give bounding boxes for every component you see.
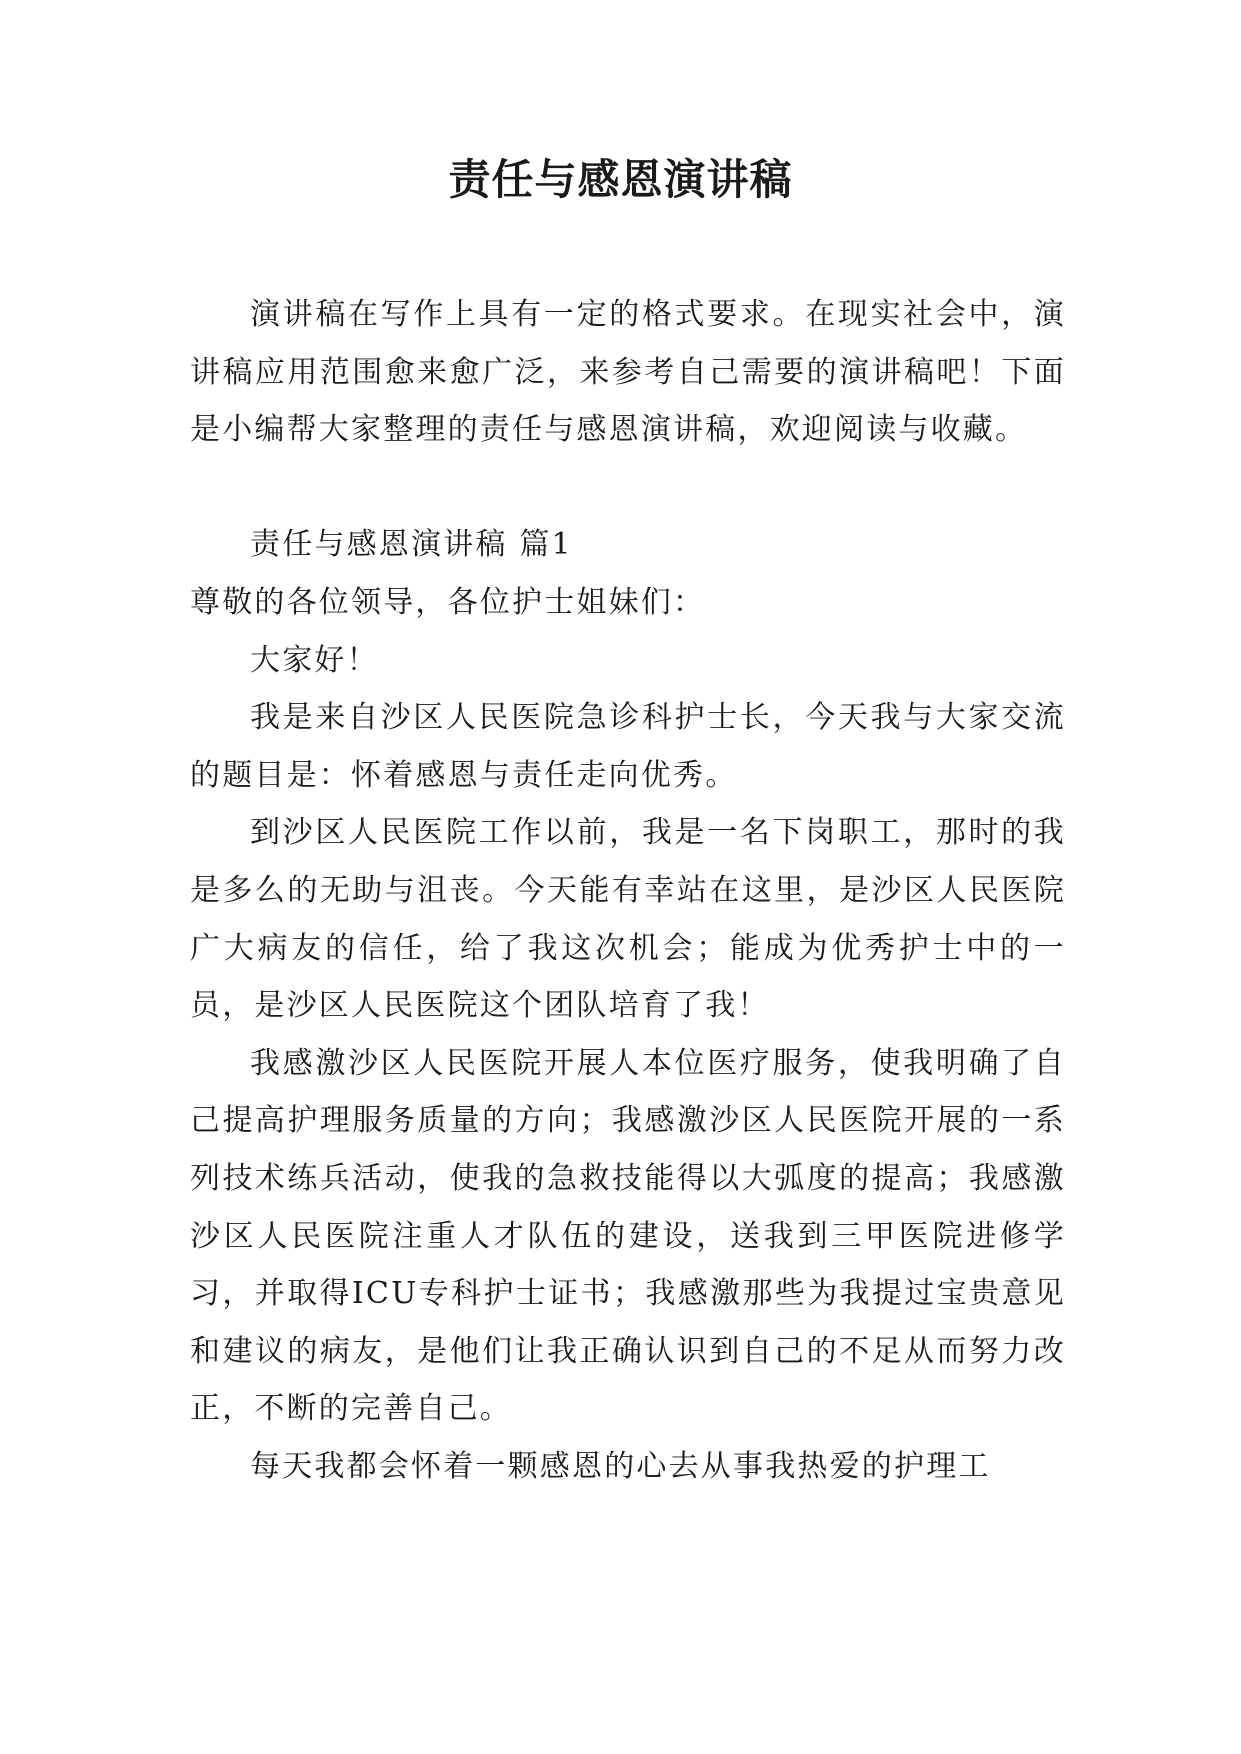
salutation: 尊敬的各位领导，各位护士姐妹们：: [190, 584, 706, 620]
document-title: 责任与感恩演讲稿: [448, 155, 793, 204]
section-heading: 责任与感恩演讲稿 篇1: [250, 527, 573, 563]
body-paragraph: 每天我都会怀着一颗感恩的心去从事我热爱的护理工: [250, 1448, 991, 1484]
intro-paragraph: 演讲稿在写作上具有一定的格式要求。在现实社会中，演讲稿应用范围愈来愈广泛，来参考自己需要的演讲稿吧！下面是小编帮大家整理的责任与感恩演讲稿，欢迎阅读与收藏。: [190, 297, 1066, 448]
document-body: [190, 286, 1066, 1495]
body-paragraph: 我感激沙区人民医院开展人本位医疗服务，使我明确了自己提高护理服务质量的方向；我感激沙区人民医院开展的一系列技术练兵活动，使我的急救技能得以大弧度的提高；我感激沙区人民医院注重人才队伍的建设，送我到三甲医院进修学习，并取得ICU专科护士证书；我感激那些为我提过宝贵意见和建议的病友，是他们让我正确认识到自己的不足从而努力改正，不断的完善自己。: [190, 1045, 1066, 1427]
body-paragraph: 我是来自沙区人民医院急诊科护士长，今天我与大家交流的题目是：怀着感恩与责任走向优秀。: [190, 700, 1066, 793]
body-paragraph: 到沙区人民医院工作以前，我是一名下岗职工，那时的我是多么的无助与沮丧。今天能有幸站在这里，是沙区人民医院广大病友的信任，给了我这次机会；能成为优秀护士中的一员，是沙区人民医院这个团队培育了我！: [190, 815, 1066, 1024]
paragraph-spacer: [190, 459, 1066, 517]
greeting: 大家好！: [250, 642, 379, 678]
